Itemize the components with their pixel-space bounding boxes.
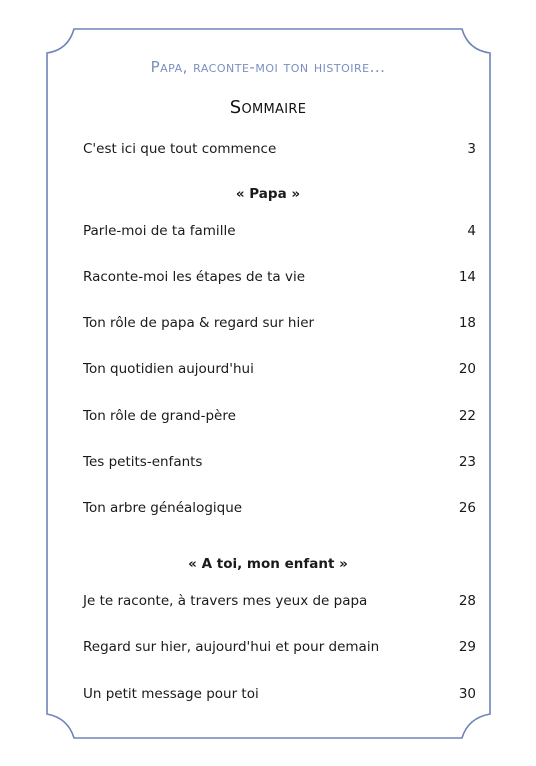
toc-entry-label: Un petit message pour toi [83,686,259,702]
section-heading-papa: « Papa » [235,186,301,202]
toc-entry-label: Regard sur hier, aujourd'hui et pour demain [83,639,380,655]
toc-entry-label: Ton rôle de grand-père [83,408,236,424]
toc-entry-page: 3 [467,141,476,157]
toc-entry-label: Ton arbre généalogique [83,500,243,516]
toc-entry-label: Ton quotidien aujourd'hui [83,361,254,377]
toc-entry-page: 23 [458,454,476,470]
toc-entry [83,500,476,520]
toc-entry [83,454,476,474]
toc-entry [83,361,476,381]
toc-entry-label: Raconte-moi les étapes de ta vie [83,269,306,285]
toc-entry [83,223,476,243]
contents-heading: Sommaire [229,97,307,118]
toc-entry-label: C'est ici que tout commence [83,141,277,157]
toc-entry-page: 22 [458,408,476,424]
toc-entry-page: 18 [458,315,476,331]
toc-entry-intro [83,141,476,161]
section-heading-enfant: « A toi, mon enfant » [188,556,348,572]
toc-entry-page: 14 [458,269,476,285]
toc-entry-page: 28 [458,593,476,609]
toc-entry-page: 30 [458,686,476,702]
toc-entry [83,686,476,706]
toc-entry [83,593,476,613]
toc-entry-label: Tes petits-enfants [83,454,203,470]
toc-entry-page: 26 [458,500,476,516]
toc-entry-page: 4 [467,223,476,239]
toc-entry-label: Parle-moi de ta famille [83,223,236,239]
toc-entry [83,639,476,659]
toc-entry [83,269,476,289]
toc-entry [83,408,476,428]
toc-entry-page: 29 [458,639,476,655]
toc-entry-label: Ton rôle de papa & regard sur hier [83,315,315,331]
toc-entry-page: 20 [458,361,476,377]
toc-entry [83,315,476,335]
book-title: Papa, raconte-moi ton histoire... [150,58,386,76]
toc-entry-label: Je te raconte, à travers mes yeux de papa [83,593,368,609]
